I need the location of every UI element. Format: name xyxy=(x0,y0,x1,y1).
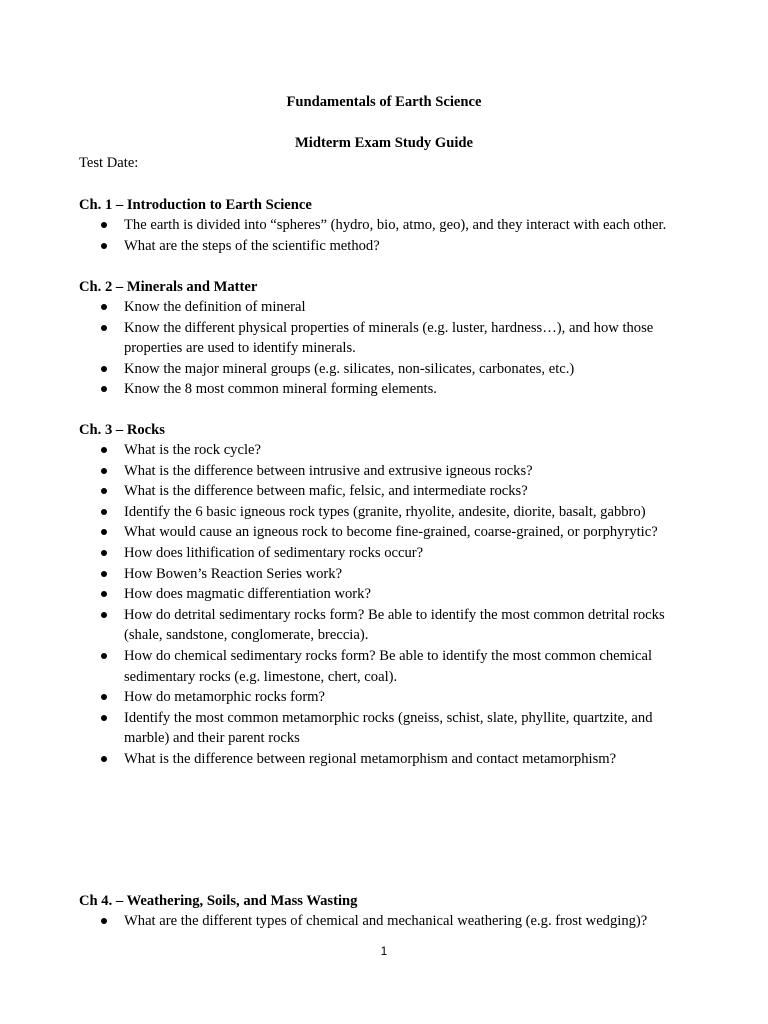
list-item: What are the different types of chemical and mechanical weathering (e.g. frost wedging)? xyxy=(0,911,694,932)
bullet-icon xyxy=(101,756,107,762)
bullet-icon xyxy=(101,468,107,474)
bullet-icon xyxy=(101,591,107,597)
section-list-ch4 xyxy=(0,911,694,932)
list-item: How does lithification of sedimentary rocks occur? xyxy=(0,543,694,564)
list-item: Identify the 6 basic igneous rock types (granite, rhyolite, andesite, diorite, basalt, gabbro) xyxy=(0,502,694,523)
bullet-icon xyxy=(101,366,107,372)
bullet-icon xyxy=(101,447,107,453)
section-heading-ch2: Ch. 2 – Minerals and Matter xyxy=(79,279,258,295)
list-item: What are the steps of the scientific method? xyxy=(0,236,694,257)
list-item: How do chemical sedimentary rocks form? Be able to identify the most common chemical sedimentary rocks (e.g. limestone, chert, coal). xyxy=(0,646,694,687)
section-heading-ch3: Ch. 3 – Rocks xyxy=(79,422,165,438)
test-date-label: Test Date: xyxy=(79,155,139,171)
list-item: What is the difference between mafic, felsic, and intermediate rocks? xyxy=(0,481,694,502)
list-item: How does magmatic differentiation work? xyxy=(0,584,694,605)
list-item: How do detrital sedimentary rocks form? Be able to identify the most common detrital rocks (shale, sandstone, conglomerate, breccia). xyxy=(0,605,694,646)
list-item: Know the different physical properties of minerals (e.g. luster, hardness…), and how those properties are used to identify minerals. xyxy=(0,318,694,359)
list-item: The earth is divided into “spheres” (hydro, bio, atmo, geo), and they interact with each other. xyxy=(0,215,694,236)
bullet-icon xyxy=(101,222,107,228)
list-item: Identify the most common metamorphic rocks (gneiss, schist, slate, phyllite, quartzite, and marble) and their parent rocks xyxy=(0,708,694,749)
section-list-ch1 xyxy=(0,215,694,256)
document-subtitle: Midterm Exam Study Guide xyxy=(295,135,473,151)
bullet-icon xyxy=(101,529,107,535)
list-item: What is the rock cycle? xyxy=(0,440,694,461)
bullet-icon xyxy=(101,715,107,721)
list-item: What would cause an igneous rock to become fine-grained, coarse-grained, or porphyrytic? xyxy=(0,522,694,543)
bullet-icon xyxy=(101,571,107,577)
list-item: Know the 8 most common mineral forming elements. xyxy=(0,379,694,400)
bullet-icon xyxy=(101,304,107,310)
bullet-icon xyxy=(101,325,107,331)
bullet-icon xyxy=(101,386,107,392)
list-item: What is the difference between regional metamorphism and contact metamorphism? xyxy=(0,749,694,770)
bullet-icon xyxy=(101,918,107,924)
bullet-icon xyxy=(101,550,107,556)
section-list-ch2 xyxy=(0,297,694,400)
list-item: How Bowen’s Reaction Series work? xyxy=(0,564,694,585)
bullet-icon xyxy=(101,509,107,515)
page-number: 1 xyxy=(380,944,388,958)
bullet-icon xyxy=(101,694,107,700)
document-title: Fundamentals of Earth Science xyxy=(286,94,482,110)
bullet-icon xyxy=(101,488,107,494)
section-list-ch3 xyxy=(0,440,694,770)
list-item: Know the major mineral groups (e.g. silicates, non-silicates, carbonates, etc.) xyxy=(0,359,694,380)
list-item: How do metamorphic rocks form? xyxy=(0,687,694,708)
bullet-icon xyxy=(101,243,107,249)
list-item: What is the difference between intrusive and extrusive igneous rocks? xyxy=(0,461,694,482)
bullet-icon xyxy=(101,612,107,618)
section-heading-ch1: Ch. 1 – Introduction to Earth Science xyxy=(79,197,312,213)
section-heading-ch4: Ch 4. – Weathering, Soils, and Mass Wasting xyxy=(79,893,358,909)
bullet-icon xyxy=(101,653,107,659)
list-item: Know the definition of mineral xyxy=(0,297,694,318)
